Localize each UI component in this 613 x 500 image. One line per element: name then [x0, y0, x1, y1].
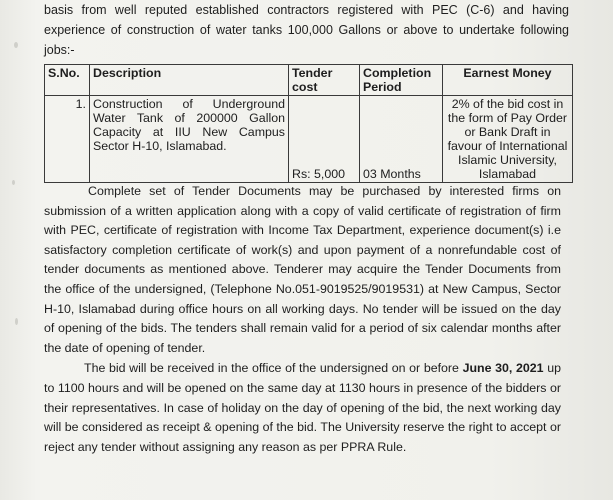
- bid-deadline-date: June 30, 2021: [462, 361, 544, 376]
- cell-sno: 1.: [45, 96, 90, 183]
- paragraph-documents: Complete set of Tender Documents may be purchased by interested firms on submission of a written application along with a copy of valid certificate of registration of firm with PEC, certificate of registration with Income Tax Department, experience document(s) i.e satisfactory completion certificate of work(s) and upon payment of a nonrefundable cost of tender documents as mentioned above. Tenderer may acquire the Tender Documents from the office of the undersigned, (Telephone No.051-9019525/9019531) at New Campus, Sector H-10, Islamabad during office hours on all working days. No tender will be issued on the day of opening of the bids. The tenders shall remain valid for a period of six calendar months after the date of opening of tender.: [44, 184, 561, 355]
- header-description: Description: [90, 65, 289, 96]
- cell-earnest-money: 2% of the bid cost in the form of Pay Order or Bank Draft in favour of International Islamic University, Islamabad: [443, 96, 573, 183]
- intro-line-1: basis from well reputed established contractors registered with PEC (C-6) and having: [44, 3, 569, 17]
- cell-tender-cost: Rs: 5,000: [289, 96, 360, 183]
- body-text: [44, 182, 561, 457]
- header-earnest-money: Earnest Money: [443, 65, 573, 96]
- tender-table: [44, 64, 573, 183]
- table-header-row: [45, 65, 573, 96]
- scan-mark: [14, 42, 18, 48]
- bid-text-before: The bid will be received in the office of the undersigned on or before: [84, 361, 463, 376]
- table-row: [45, 96, 573, 183]
- header-completion-period: Completion Period: [360, 65, 443, 96]
- scan-mark: [15, 318, 18, 325]
- header-sno: S.No.: [45, 65, 90, 96]
- cell-description: Construction of Underground Water Tank of 200000 Gallon Capacity at IIU New Campus Sector H-10, Islamabad.: [90, 96, 289, 183]
- header-tender-cost: Tender cost: [289, 65, 360, 96]
- intro-line-3: jobs:-: [44, 43, 75, 57]
- paragraph-bid-receipt: [44, 359, 561, 457]
- intro-line-2: experience of construction of water tanks 100,000 Gallons or above to undertake following: [44, 23, 569, 37]
- intro-text: [44, 0, 569, 60]
- bid-text-after: up to 1100 hours and will be opened on the same day at 1130 hours in presence of the bidders or their representatives. In case of holiday on the day of opening of the bid, the next working day will be considered as receipt & opening of the bid. The University reserve the right to accept or reject any tender without assigning any reason as per PPRA Rule.: [44, 361, 561, 454]
- scan-mark: [12, 180, 15, 185]
- cell-completion-period: 03 Months: [360, 96, 443, 183]
